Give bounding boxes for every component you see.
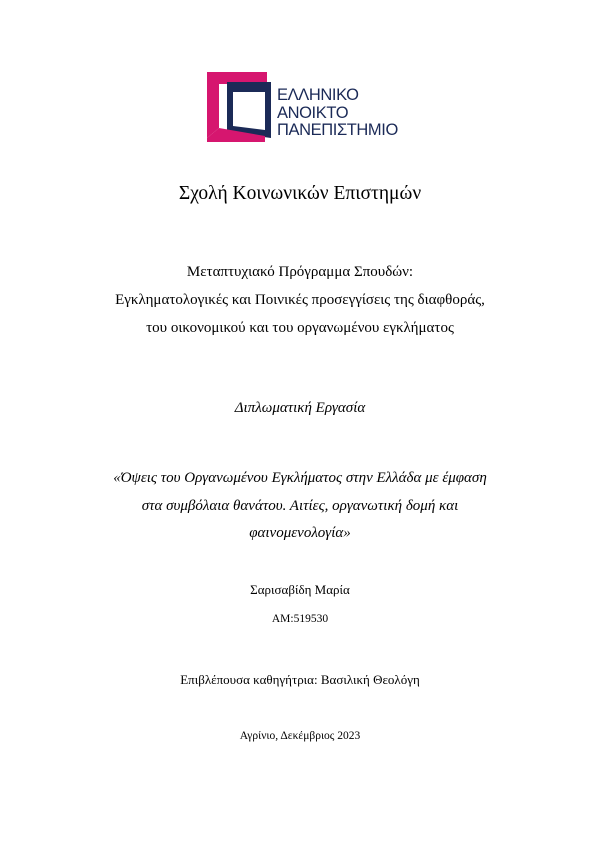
logo-wordmark: [277, 87, 398, 140]
faculty-name: Σχολή Κοινωνικών Επιστημών: [178, 183, 422, 204]
program-block: [0, 258, 600, 342]
thesis-title: [0, 465, 600, 548]
logo-line: ΑΝΟΙΚΤΟ: [277, 103, 349, 122]
title-line: στα συμβόλαια θανάτου. Αιτίες, οργανωτική δομή και: [141, 497, 459, 514]
program-line: του οικονομικού και του οργανωμένου εγκλήματος: [146, 320, 454, 336]
title-line: «Όψεις του Οργανωμένου Εγκλήματος στην Ελλάδα με έμφαση: [113, 470, 487, 486]
thesis-type: Διπλωματική Εργασία: [234, 400, 366, 416]
supervisor: Επιβλέπουσα καθηγήτρια: Βασιλική Θεολόγη: [180, 672, 420, 687]
title-line: φαινομενολογία»: [249, 525, 351, 541]
logo-line: ΕΛΛΗΝΙΚΟ: [277, 86, 359, 104]
student-id: ΑΜ:519530: [271, 613, 329, 625]
author-name: Σαρισαβίδη Μαρία: [250, 582, 350, 597]
place-date: Αγρίνιο, Δεκέμβριος 2023: [239, 730, 361, 742]
program-line: Εγκληματολογικές και Ποινικές προσεγγίσεις της διαφθοράς,: [115, 292, 485, 308]
program-line: Μεταπτυχιακό Πρόγραμμα Σπουδών:: [186, 264, 414, 280]
logo-line: ΠΑΝΕΠΙΣΤΗΜΙΟ: [277, 121, 398, 139]
